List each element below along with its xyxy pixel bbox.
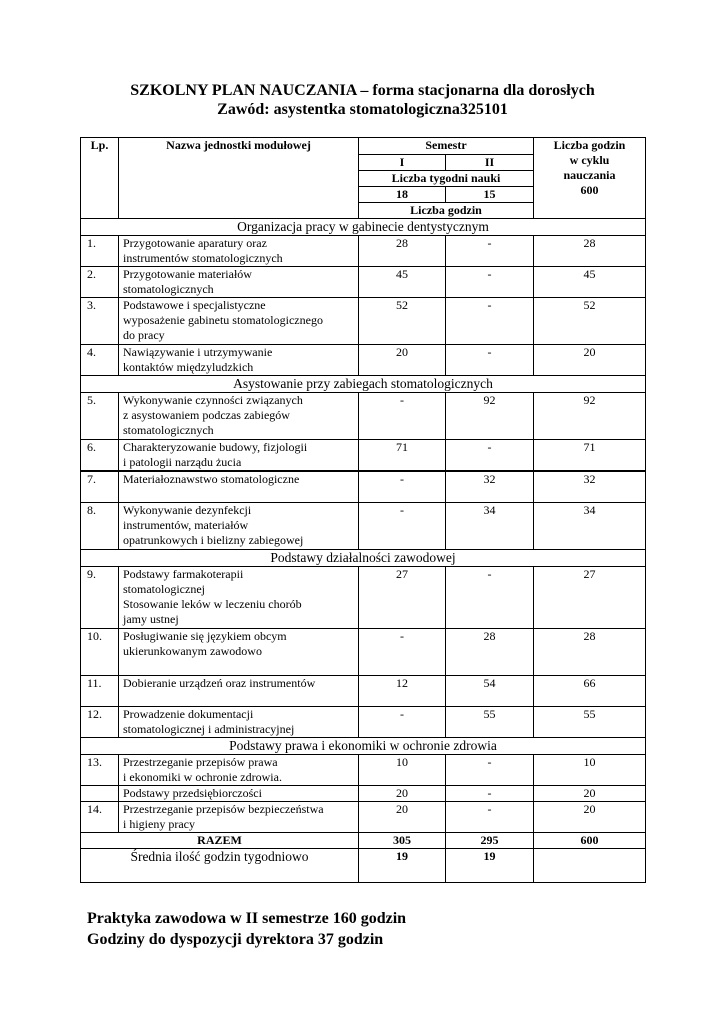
average-semester-1: 19 bbox=[359, 848, 446, 882]
header-semester-2: II bbox=[446, 155, 534, 171]
row-number bbox=[81, 785, 119, 801]
semester-2-hours: 55 bbox=[446, 706, 534, 737]
totals-semester-1: 305 bbox=[359, 832, 446, 848]
module-name-line: wyposażenie gabinetu stomatologicznego bbox=[123, 313, 323, 327]
semester-2-hours: - bbox=[446, 566, 534, 628]
module-name bbox=[119, 566, 359, 628]
section-header: Organizacja pracy w gabinecie dentystycznym bbox=[81, 219, 646, 236]
row-number: 5. bbox=[81, 393, 119, 440]
section-header: Podstawy prawa i ekonomiki w ochronie zdrowia bbox=[81, 737, 646, 754]
row-number: 2. bbox=[81, 267, 119, 298]
semester-2-hours: 54 bbox=[446, 675, 534, 706]
semester-1-hours: 52 bbox=[359, 298, 446, 345]
totals-label: RAZEM bbox=[81, 832, 359, 848]
module-name-line: Posługiwanie się językiem obcym bbox=[123, 628, 287, 643]
header-total-line-4: 600 bbox=[580, 183, 599, 197]
semester-2-hours: - bbox=[446, 345, 534, 376]
average-row bbox=[81, 848, 646, 882]
total-hours: 66 bbox=[534, 675, 646, 706]
semester-2-hours: 28 bbox=[446, 628, 534, 675]
row-number: 9. bbox=[81, 566, 119, 628]
header-lp: Lp. bbox=[81, 138, 119, 219]
total-hours: 10 bbox=[534, 754, 646, 785]
header-total-line-1: Liczba godzin bbox=[553, 138, 626, 152]
module-name bbox=[119, 502, 359, 549]
header-total-hours bbox=[534, 138, 646, 219]
semester-2-hours: - bbox=[446, 754, 534, 785]
table-row bbox=[81, 440, 646, 472]
row-number: 13. bbox=[81, 754, 119, 785]
header-semestr: Semestr bbox=[359, 138, 534, 155]
module-name-line: instrumentów stomatologicznych bbox=[123, 251, 283, 265]
header-weeks-label: Liczba tygodni nauki bbox=[359, 171, 534, 187]
row-number: 7. bbox=[81, 471, 119, 502]
table-row bbox=[81, 785, 646, 801]
module-name bbox=[119, 440, 359, 472]
semester-1-hours: 20 bbox=[359, 785, 446, 801]
semester-1-hours: 27 bbox=[359, 566, 446, 628]
semester-1-hours: 71 bbox=[359, 440, 446, 472]
semester-2-hours: 92 bbox=[446, 393, 534, 440]
table-row bbox=[81, 706, 646, 737]
module-name-line: opatrunkowych i bielizny zabiegowej bbox=[123, 532, 304, 547]
semester-2-hours: - bbox=[446, 236, 534, 267]
module-name bbox=[119, 706, 359, 737]
totals-row bbox=[81, 832, 646, 848]
module-name bbox=[119, 298, 359, 345]
table-row bbox=[81, 267, 646, 298]
module-name-line: stomatologicznych bbox=[123, 423, 214, 437]
row-number: 12. bbox=[81, 706, 119, 737]
document-subtitle: Zawód: asystentka stomatologiczna325101 bbox=[217, 101, 508, 118]
header-total-line-2: w cyklu bbox=[569, 153, 610, 167]
module-name-line: Stosowanie leków w leczeniu chorób bbox=[123, 596, 302, 611]
row-number: 4. bbox=[81, 345, 119, 376]
header-hours-label: Liczba godzin bbox=[359, 203, 534, 219]
module-name-line: Prowadzenie dokumentacji bbox=[123, 706, 254, 721]
table-row bbox=[81, 298, 646, 345]
module-name-line: Nawiązywanie i utrzymywanie bbox=[123, 345, 273, 359]
average-semester-2: 19 bbox=[446, 848, 534, 882]
semester-2-hours: 32 bbox=[446, 471, 534, 502]
total-hours: 34 bbox=[534, 502, 646, 549]
module-name-line: instrumentów, materiałów bbox=[123, 517, 249, 532]
module-name-line: stomatologicznej i administracyjnej bbox=[123, 721, 295, 736]
module-name bbox=[119, 675, 359, 706]
module-name-line: i ekonomiki w ochronie zdrowia. bbox=[123, 769, 282, 784]
semester-2-hours: - bbox=[446, 785, 534, 801]
semester-2-hours: 34 bbox=[446, 502, 534, 549]
semester-1-hours: 10 bbox=[359, 754, 446, 785]
module-name-line: Dobieranie urządzeń oraz instrumentów bbox=[123, 675, 316, 690]
total-hours: 20 bbox=[534, 785, 646, 801]
totals-overall: 600 bbox=[534, 832, 646, 848]
module-name-line: ukierunkowanym zawodowo bbox=[123, 643, 262, 658]
semester-2-hours: - bbox=[446, 440, 534, 472]
header-weeks-2: 15 bbox=[446, 187, 534, 203]
table-row bbox=[81, 566, 646, 628]
semester-1-hours: 45 bbox=[359, 267, 446, 298]
average-empty bbox=[534, 848, 646, 882]
section-header: Podstawy działalności zawodowej bbox=[81, 549, 646, 566]
module-name-line: stomatologicznych bbox=[123, 282, 214, 296]
module-name bbox=[119, 754, 359, 785]
module-name-line: i higieny pracy bbox=[123, 816, 195, 831]
average-label: Średnia ilość godzin tygodniowo bbox=[81, 848, 359, 882]
module-name-line: Wykonywanie dezynfekcji bbox=[123, 502, 252, 517]
section-row bbox=[81, 737, 646, 754]
table-row bbox=[81, 801, 646, 832]
table-row bbox=[81, 236, 646, 267]
semester-2-hours: - bbox=[446, 298, 534, 345]
semester-2-hours: - bbox=[446, 801, 534, 832]
module-name-line: Podstawy farmakoterapii bbox=[123, 566, 244, 581]
row-number: 8. bbox=[81, 502, 119, 549]
section-row bbox=[81, 549, 646, 566]
table-row bbox=[81, 754, 646, 785]
module-name-line: kontaktów międzyludzkich bbox=[123, 360, 254, 374]
module-name-line: Podstawy przedsiębiorczości bbox=[123, 785, 262, 800]
module-name-line: jamy ustnej bbox=[123, 611, 179, 626]
module-name-line: Przestrzeganie przepisów prawa bbox=[123, 754, 278, 769]
header-module-name: Nazwa jednostki modułowej bbox=[119, 138, 359, 219]
row-number: 3. bbox=[81, 298, 119, 345]
module-name-line: Przygotowanie aparatury oraz bbox=[123, 236, 267, 250]
row-number: 10. bbox=[81, 628, 119, 675]
module-name-line: z asystowaniem podczas zabiegów bbox=[123, 408, 290, 422]
module-name bbox=[119, 393, 359, 440]
semester-1-hours: 28 bbox=[359, 236, 446, 267]
module-name bbox=[119, 471, 359, 502]
semester-1-hours: 20 bbox=[359, 801, 446, 832]
module-name-line: Przestrzeganie przepisów bezpieczeństwa bbox=[123, 801, 324, 816]
row-number: 1. bbox=[81, 236, 119, 267]
table-row bbox=[81, 471, 646, 502]
module-name-line: stomatologicznej bbox=[123, 581, 205, 596]
semester-1-hours: - bbox=[359, 393, 446, 440]
total-hours: 27 bbox=[534, 566, 646, 628]
row-number: 11. bbox=[81, 675, 119, 706]
semester-1-hours: - bbox=[359, 471, 446, 502]
header-total-line-3: nauczania bbox=[563, 168, 616, 182]
module-name-line: i patologii narządu żucia bbox=[123, 455, 242, 469]
section-row bbox=[81, 376, 646, 393]
module-name bbox=[119, 801, 359, 832]
table-row bbox=[81, 502, 646, 549]
total-hours: 45 bbox=[534, 267, 646, 298]
semester-1-hours: 12 bbox=[359, 675, 446, 706]
semester-1-hours: - bbox=[359, 502, 446, 549]
semester-1-hours: - bbox=[359, 628, 446, 675]
row-number: 6. bbox=[81, 440, 119, 472]
header-weeks-1: 18 bbox=[359, 187, 446, 203]
semester-2-hours: - bbox=[446, 267, 534, 298]
module-name bbox=[119, 785, 359, 801]
total-hours: 32 bbox=[534, 471, 646, 502]
total-hours: 92 bbox=[534, 393, 646, 440]
module-name-line: Materiałoznawstwo stomatologiczne bbox=[123, 472, 300, 486]
total-hours: 20 bbox=[534, 345, 646, 376]
module-name bbox=[119, 628, 359, 675]
module-name-line: Wykonywanie czynności związanych bbox=[123, 393, 303, 407]
header-semester-1: I bbox=[359, 155, 446, 171]
table-row bbox=[81, 393, 646, 440]
module-name-line: Podstawowe i specjalistyczne bbox=[123, 298, 266, 312]
section-row bbox=[81, 219, 646, 236]
row-number: 14. bbox=[81, 801, 119, 832]
table-row bbox=[81, 675, 646, 706]
semester-1-hours: - bbox=[359, 706, 446, 737]
document-title: SZKOLNY PLAN NAUCZANIA – forma stacjonarna dla dorosłych bbox=[130, 82, 595, 99]
footer-practice: Praktyka zawodowa w II semestrze 160 godzin bbox=[87, 910, 407, 927]
table-row bbox=[81, 628, 646, 675]
total-hours: 71 bbox=[534, 440, 646, 472]
section-header: Asystowanie przy zabiegach stomatologicznych bbox=[81, 376, 646, 393]
module-name bbox=[119, 236, 359, 267]
module-name-line: Przygotowanie materiałów bbox=[123, 267, 252, 281]
total-hours: 20 bbox=[534, 801, 646, 832]
total-hours: 28 bbox=[534, 236, 646, 267]
table-row bbox=[81, 345, 646, 376]
footer-director-hours: Godziny do dyspozycji dyrektora 37 godzin bbox=[87, 931, 384, 948]
semester-1-hours: 20 bbox=[359, 345, 446, 376]
module-name-line: do pracy bbox=[123, 328, 165, 342]
module-name bbox=[119, 345, 359, 376]
module-name-line: Charakteryzowanie budowy, fizjologii bbox=[123, 440, 308, 454]
total-hours: 28 bbox=[534, 628, 646, 675]
module-name bbox=[119, 267, 359, 298]
total-hours: 52 bbox=[534, 298, 646, 345]
totals-semester-2: 295 bbox=[446, 832, 534, 848]
total-hours: 55 bbox=[534, 706, 646, 737]
curriculum-table bbox=[80, 137, 646, 883]
